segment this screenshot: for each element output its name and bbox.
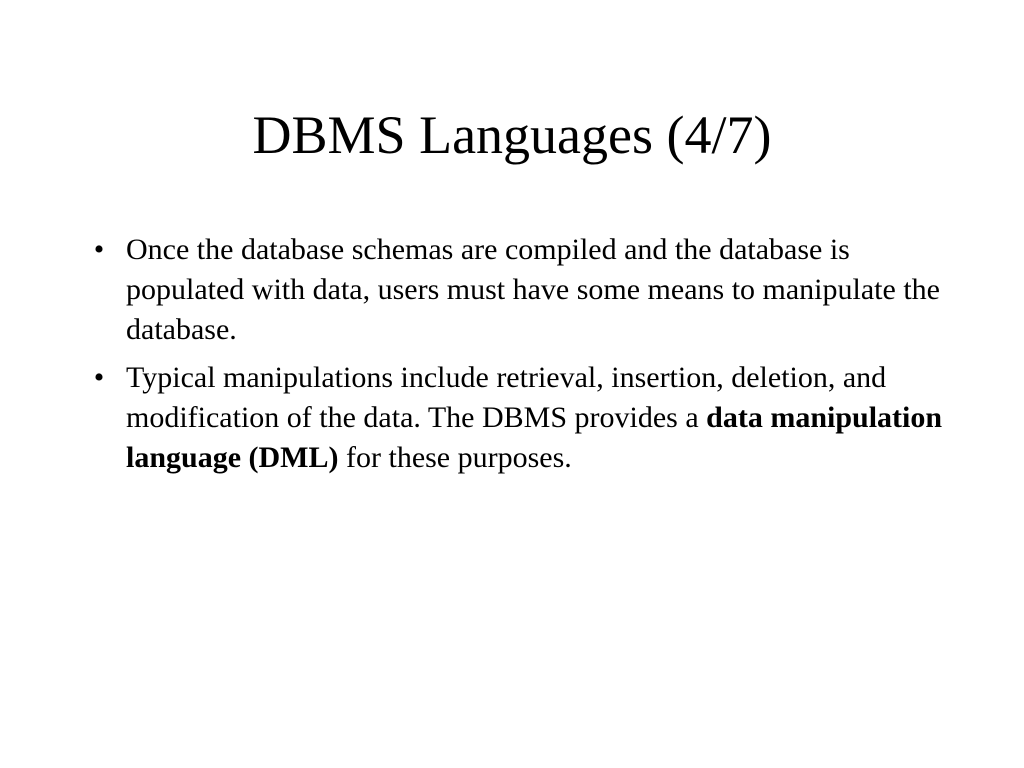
bullet-item-2 xyxy=(84,358,964,478)
bullet-text-bold-term: data manipulation language (DML) xyxy=(126,401,943,474)
bullet-text: Once the database schemas are compiled and the database is populated with data, users must have some means to manipulate the database. xyxy=(126,233,940,346)
bullet-marker: • xyxy=(93,361,105,394)
bullet-text-after: for these purposes. xyxy=(338,441,572,474)
bullet-list xyxy=(84,230,964,486)
bullet-marker: • xyxy=(93,233,105,266)
bullet-text-before: Typical manipulations include retrieval, insertion, deletion, and modification of the data. The DBMS provides a xyxy=(126,361,887,434)
bullet-item-1 xyxy=(84,230,964,350)
slide-title: DBMS Languages (4/7) xyxy=(252,105,772,165)
